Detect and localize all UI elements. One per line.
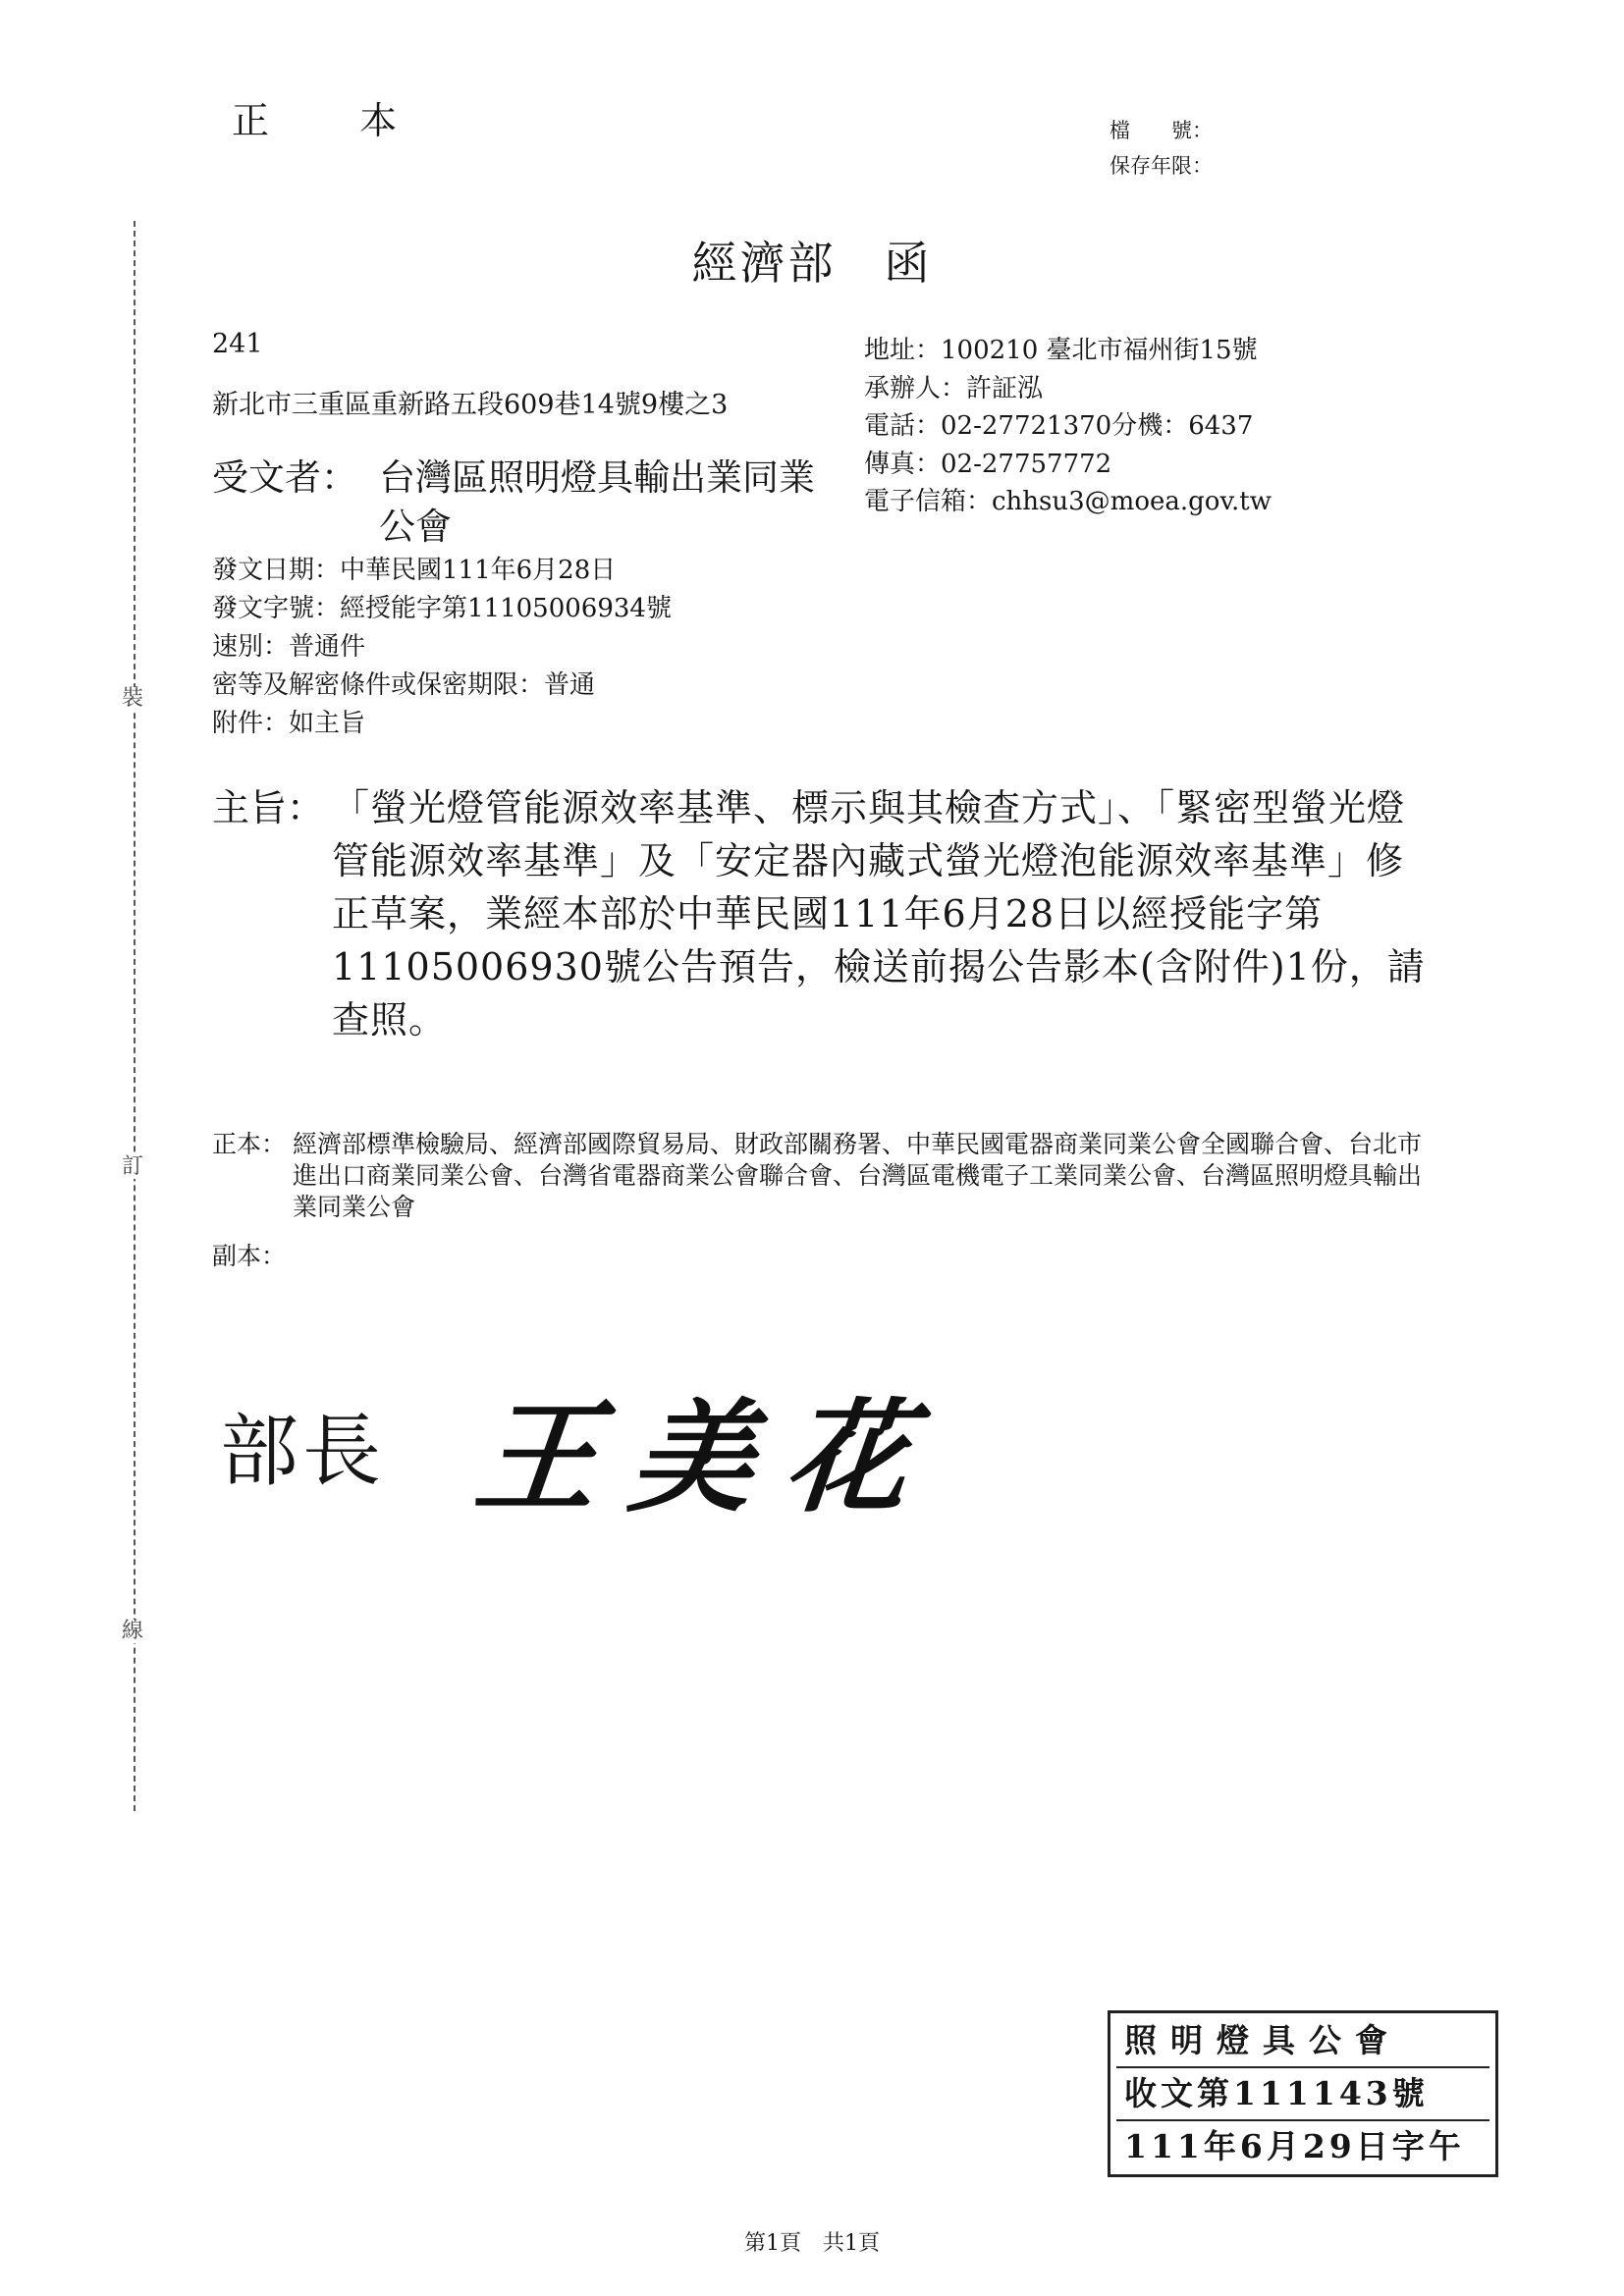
- stamp-line-2: 收文第111143號: [1116, 2068, 1489, 2121]
- receipt-stamp: [1108, 2010, 1498, 2177]
- sender-info: [864, 332, 1272, 521]
- copy-mark: 正 本: [232, 99, 437, 142]
- document-title: 經濟部 函: [691, 237, 933, 290]
- sender-email: 電子信箱：chhsu3@moea.gov.tw: [864, 487, 1272, 516]
- recipient-name: 台灣區照明燈具輸出業同業公會: [379, 456, 815, 548]
- speed: 速別：普通件: [212, 632, 366, 662]
- issue-date: 發文日期：中華民國111年6月28日: [212, 556, 617, 585]
- retention-label: 保存年限：: [1110, 154, 1213, 178]
- original-label: 正本：: [212, 1130, 287, 1158]
- recipient-zip: 241: [212, 329, 263, 359]
- subject-text: 「螢光燈管能源效率基準、標示與其檢查方式」、「緊密型螢光燈管能源效率基準」及「安定器內藏式螢光燈泡能源效率基準」修正草案，業經本部於中華民國111年6月28日以經授能字第11105006930號公告預告，檢送前揭公告影本(含附件)1份，請查照。: [332, 786, 1426, 1041]
- original-recipients-block: [212, 1129, 1430, 1223]
- subject-block: [212, 781, 1430, 1046]
- recipient-block: [212, 454, 840, 552]
- issue-number: 發文字號：經授能字第11105006934號: [212, 594, 672, 623]
- recipient-label: 受文者：: [212, 456, 357, 499]
- signer-signature: 王美花: [468, 1387, 949, 1529]
- sender-address: 地址：100210 臺北市福州街15號: [864, 336, 1258, 365]
- file-meta: [1110, 113, 1213, 184]
- binding-char-xian: 線: [122, 1619, 144, 1643]
- copy-recipients-label: 副本：: [212, 1242, 287, 1270]
- subject-label: 主旨：: [212, 786, 325, 829]
- recipient-address: 新北市三重區重新路五段609巷14號9樓之3: [212, 390, 729, 420]
- document-meta: [212, 552, 672, 743]
- file-number-label: 檔 號：: [1110, 119, 1213, 142]
- sender-handler: 承辦人：許証泓: [864, 373, 1044, 403]
- page-footer: 第1頁 共1頁: [744, 2231, 880, 2256]
- attachment: 附件：如主旨: [212, 709, 366, 738]
- sender-phone: 電話：02-27721370分機：6437: [864, 411, 1254, 441]
- binding-char-ding: 訂: [122, 1154, 144, 1179]
- stamp-line-3: 111年6月29日字午: [1124, 2127, 1465, 2165]
- original-recipients: 經濟部標準檢驗局、經濟部國際貿易局、財政部關務署、中華民國電器商業同業公會全國聯合會、台北市進出口商業同業公會、台灣省電器商業公會聯合會、台灣區電機電子工業同業公會、台灣區照明燈具輸出業同業公會: [293, 1130, 1423, 1221]
- sender-fax: 傳真：02-27757772: [864, 449, 1112, 479]
- classification: 密等及解密條件或保密期限：普通: [212, 670, 596, 700]
- binding-char-zhuang: 裝: [122, 686, 144, 711]
- signer-title: 部長: [220, 1406, 385, 1497]
- stamp-line-1: 照明燈具公會: [1116, 2015, 1489, 2068]
- binding-line: [134, 221, 135, 1811]
